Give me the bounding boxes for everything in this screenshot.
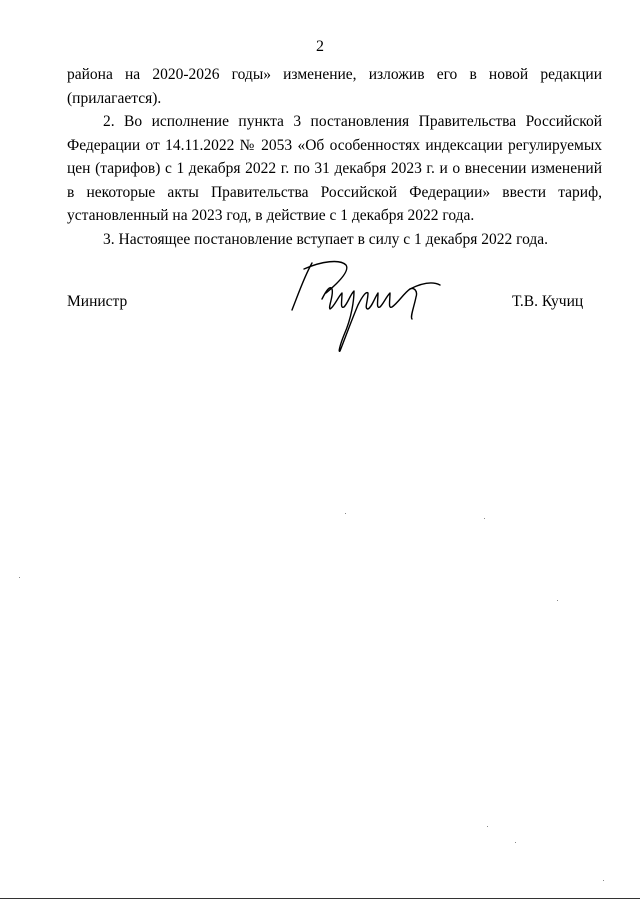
page-bottom-edge [0, 898, 640, 899]
signatory-title: Министр [67, 293, 128, 310]
scan-speck [515, 842, 516, 843]
page-number: 2 [316, 38, 324, 55]
signatory-name: Т.В. Кучиц [512, 293, 584, 310]
scan-speck [484, 518, 485, 519]
paragraph-3: 3. Настоящее постановление вступает в силу с 1 декабря 2022 года. [103, 230, 549, 248]
scan-speck [487, 826, 488, 827]
scan-speck [19, 577, 20, 578]
scan-speck [345, 513, 346, 514]
scan-speck [557, 600, 558, 601]
handwritten-signature-icon [282, 255, 447, 360]
scan-speck [603, 880, 604, 881]
continuation-paragraph: района на 2020-2026 годы» изменение, изложив его в новой редакции (прилагается). [67, 66, 602, 107]
paragraph-2: 2. Во исполнение пункта 3 постановления Правительства Российской Федерации от 14.11.2022 № 2053 «Об особенностях индексации регулируемых цен (тарифов) с 1 декабря 2022 г. по 31 декабря 2023 г. и о внесении изменений в некоторые акты Правительства Российской Федерации» ввести тариф, установленный на 2023 год, в действие с 1 декабря 2022 года. [67, 113, 602, 224]
document-body [67, 63, 602, 251]
